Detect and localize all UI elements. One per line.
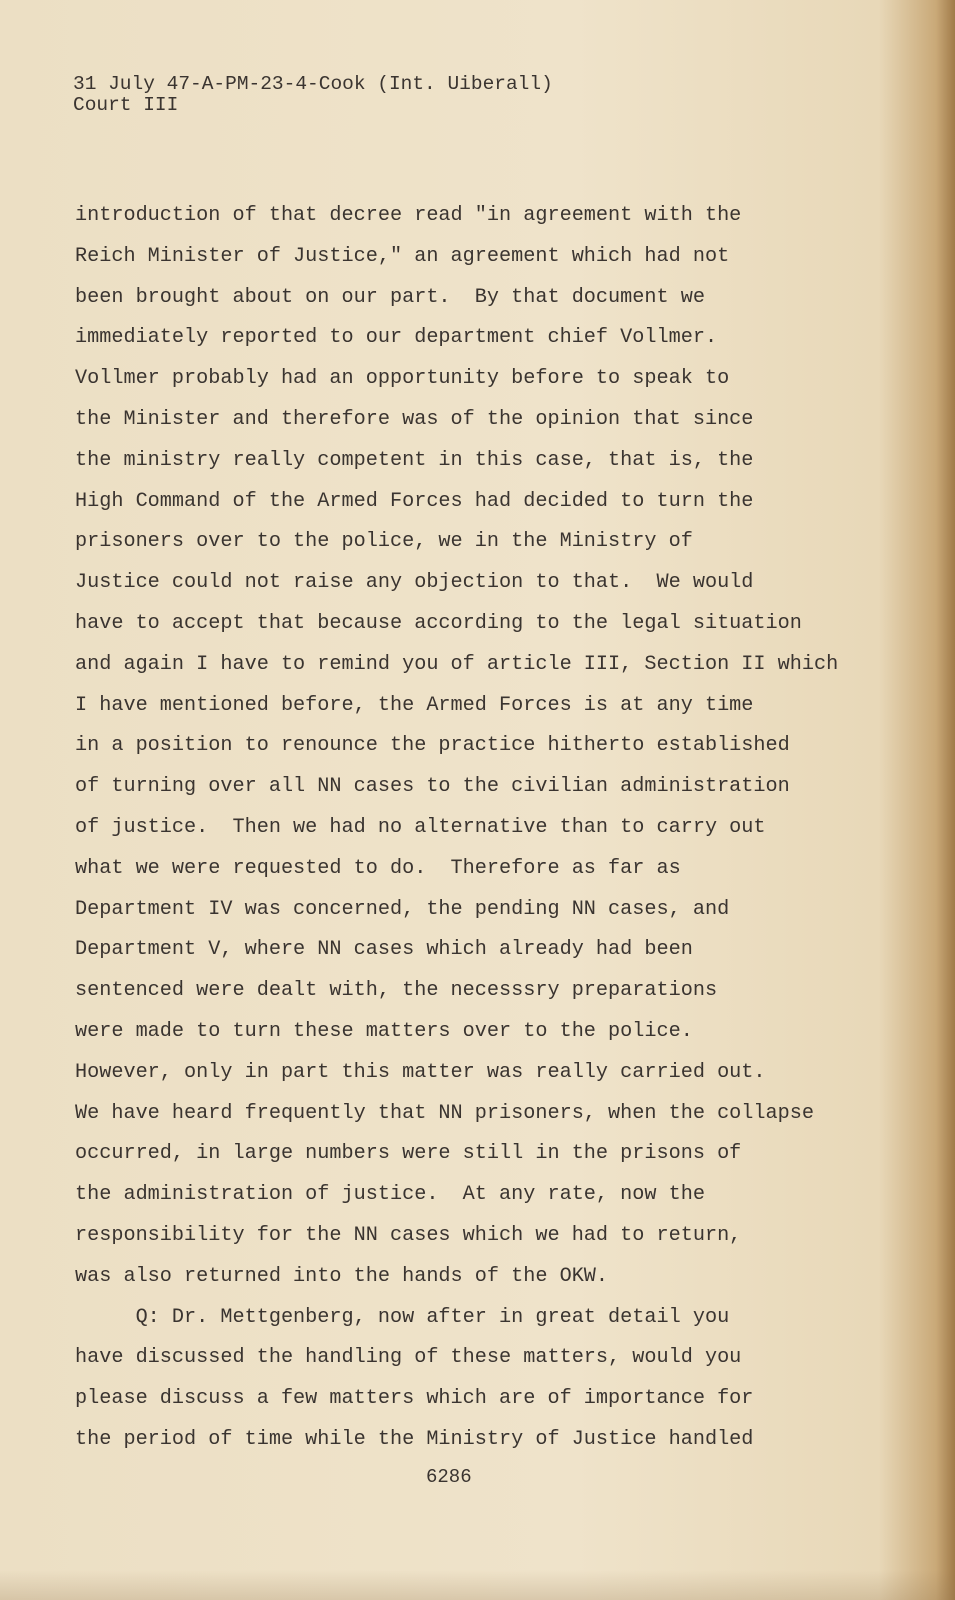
- text-line: of justice. Then we had no alternative than to carry out: [75, 815, 766, 839]
- text-line: sentenced were dealt with, the necesssry preparations: [75, 979, 718, 1003]
- text-line: I have mentioned before, the Armed Forces is at any time: [75, 693, 754, 717]
- document-header: [73, 74, 553, 116]
- text-line: the period of time while the Ministry of Justice handled: [75, 1427, 754, 1451]
- text-line: please discuss a few matters which are of importance for: [75, 1387, 754, 1411]
- text-line: High Command of the Armed Forces had decided to turn the: [75, 489, 754, 513]
- transcript-body: [75, 196, 838, 1461]
- text-line: the Minister and therefore was of the opinion that since: [75, 407, 754, 431]
- text-line: of turning over all NN cases to the civilian administration: [75, 775, 790, 799]
- text-line: responsibility for the NN cases which we had to return,: [75, 1223, 742, 1247]
- text-line: prisoners over to the police, we in the Ministry of: [75, 530, 693, 554]
- text-line: in a position to renounce the practice hitherto established: [75, 734, 790, 758]
- page-number: 6286: [426, 1466, 472, 1488]
- text-line: Justice could not raise any objection to that. We would: [75, 571, 754, 595]
- text-line: been brought about on our part. By that document we: [75, 285, 705, 309]
- text-line: Department IV was concerned, the pending NN cases, and: [75, 897, 730, 921]
- text-line: what we were requested to do. Therefore as far as: [75, 856, 681, 880]
- text-line: and again I have to remind you of article III, Section II which: [75, 652, 839, 676]
- text-line: the ministry really competent in this case, that is, the: [75, 448, 754, 472]
- text-line: immediately reported to our department chief Vollmer.: [75, 326, 718, 350]
- text-line: We have heard frequently that NN prisoners, when the collapse: [75, 1101, 814, 1125]
- text-line: have discussed the handling of these matters, would you: [75, 1346, 742, 1370]
- text-line: was also returned into the hands of the OKW.: [75, 1264, 609, 1288]
- text-line: Vollmer probably had an opportunity before to speak to: [75, 367, 730, 391]
- text-line: were made to turn these matters over to the police.: [75, 1019, 693, 1043]
- paper-edge: [0, 1570, 955, 1600]
- text-line: Department V, where NN cases which already had been: [75, 938, 693, 962]
- text-line: have to accept that because according to the legal situation: [75, 611, 802, 635]
- text-line: the administration of justice. At any rate, now the: [75, 1183, 705, 1207]
- text-line: Q: Dr. Mettgenberg, now after in great detail you: [75, 1305, 730, 1329]
- text-line: occurred, in large numbers were still in the prisons of: [75, 1142, 742, 1166]
- text-line: Reich Minister of Justice," an agreement which had not: [75, 244, 730, 268]
- text-line: introduction of that decree read "in agreement with the: [75, 204, 742, 227]
- header-line-1: 31 July 47-A-PM-23-4-Cook (Int. Uiberall): [73, 73, 553, 95]
- text-line: However, only in part this matter was really carried out.: [75, 1060, 766, 1084]
- header-line-2: Court III: [73, 94, 179, 116]
